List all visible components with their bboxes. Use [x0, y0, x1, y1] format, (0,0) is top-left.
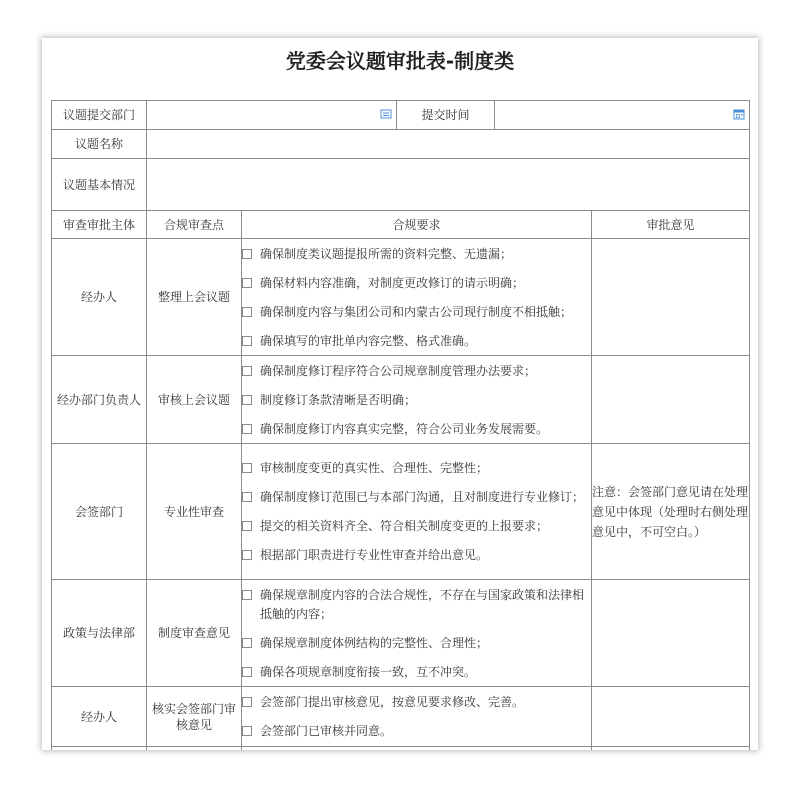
section-checkpoint: 整理上会议题: [147, 239, 242, 356]
next-row-cell: [147, 747, 242, 751]
checkbox[interactable]: [242, 336, 252, 346]
requirement-text: 制度修订条款清晰是否明确；: [260, 392, 417, 407]
section-row: [52, 356, 750, 444]
requirement-text: 确保制度内容与集团公司和内蒙古公司现行制度不相抵触；: [260, 304, 573, 319]
approval-table: [51, 100, 750, 750]
header-checkpoint: 合规审查点: [147, 211, 242, 239]
next-row-cell: [592, 747, 750, 751]
requirement-item[interactable]: [242, 586, 591, 624]
submit-dept-field[interactable]: [147, 101, 397, 130]
submit-dept-label: 议题提交部门: [52, 101, 147, 130]
section-subject: 经办部门负责人: [52, 356, 147, 444]
topic-basic-label: 议题基本情况: [52, 159, 147, 211]
opinion-field[interactable]: [592, 356, 750, 444]
section-row: [52, 444, 750, 580]
checkbox[interactable]: [242, 638, 252, 648]
checkbox[interactable]: [242, 278, 252, 288]
section-subject: 会签部门: [52, 444, 147, 580]
requirement-item[interactable]: [242, 391, 591, 410]
checkbox[interactable]: [242, 667, 252, 677]
opinion-field[interactable]: [592, 239, 750, 356]
submit-time-label: 提交时间: [397, 101, 495, 130]
topic-name-field[interactable]: [147, 130, 750, 159]
requirement-list: [242, 239, 592, 356]
requirement-item[interactable]: [242, 245, 591, 264]
requirement-text: 审核制度变更的真实性、合理性、完整性；: [260, 461, 489, 475]
checkbox[interactable]: [242, 492, 252, 502]
checkbox[interactable]: [242, 521, 252, 531]
checkbox[interactable]: [242, 249, 252, 259]
checkbox[interactable]: [242, 550, 252, 560]
requirement-item[interactable]: [242, 663, 591, 682]
requirement-text: 会签部门提出审核意见，按意见要求修改、完善。: [260, 695, 525, 709]
picker-icon[interactable]: [380, 108, 392, 120]
requirement-item[interactable]: [242, 332, 591, 351]
section-subject: 经办人: [52, 239, 147, 356]
requirement-item[interactable]: [242, 362, 591, 381]
requirement-text: 确保制度修订内容真实完整，符合公司业务发展需要。: [260, 421, 549, 436]
submit-time-field[interactable]: [495, 101, 750, 130]
header-subject: 审查审批主体: [52, 211, 147, 239]
checkbox[interactable]: [242, 366, 252, 376]
requirement-list: [242, 444, 592, 580]
requirement-item[interactable]: [242, 459, 591, 478]
requirement-item[interactable]: [242, 488, 591, 507]
requirement-text: 确保填写的审批单内容完整、格式准确。: [260, 333, 477, 348]
requirement-text: 确保规章制度内容的合法合规性，不存在与国家政策和法律相抵触的内容；: [260, 587, 585, 621]
requirement-item[interactable]: [242, 420, 591, 439]
form-title: 党委会议题审批表-制度类: [285, 49, 515, 73]
requirement-text: 确保规章制度体例结构的完整性、合理性；: [260, 635, 489, 650]
checkbox[interactable]: [242, 590, 252, 600]
approval-form-sheet: [42, 38, 758, 750]
requirement-list: [242, 356, 592, 444]
requirement-text: 提交的相关资料齐全、符合相关制度变更的上报要求；: [260, 519, 549, 533]
header-opinion: 审批意见: [592, 211, 750, 239]
section-checkpoint: 核实会签部门审核意见: [147, 687, 242, 747]
section-row: [52, 580, 750, 687]
requirement-item[interactable]: [242, 693, 591, 712]
requirement-text: 确保制度修订范围已与本部门沟通，且对制度进行专业修订；: [260, 490, 585, 504]
section-row: [52, 687, 750, 747]
requirement-item[interactable]: [242, 546, 591, 565]
opinion-field[interactable]: [592, 580, 750, 687]
checkbox[interactable]: [242, 697, 252, 707]
requirement-item[interactable]: [242, 303, 591, 322]
section-checkpoint: 审核上会议题: [147, 356, 242, 444]
requirement-text: 根据部门职责进行专业性审查并给出意见。: [260, 548, 489, 562]
requirement-text: 会签部门已审核并同意。: [260, 724, 393, 738]
requirement-text: 确保制度修订程序符合公司规章制度管理办法要求；: [260, 363, 537, 378]
requirement-list: [242, 580, 592, 687]
section-subject: 经办人: [52, 687, 147, 747]
requirement-item[interactable]: [242, 722, 591, 741]
header-requirement: 合规要求: [242, 211, 592, 239]
topic-basic-field[interactable]: [147, 159, 750, 211]
calendar-icon[interactable]: [733, 108, 745, 120]
requirement-text: 确保材料内容准确，对制度更改修订的请示明确；: [260, 275, 525, 290]
checkbox[interactable]: [242, 395, 252, 405]
checkbox[interactable]: [242, 463, 252, 473]
checkbox[interactable]: [242, 424, 252, 434]
topic-name-label: 议题名称: [52, 130, 147, 159]
section-checkpoint: 专业性审查: [147, 444, 242, 580]
opinion-note[interactable]: 注意：会签部门意见请在处理意见中体现（处理时右侧处理意见中，不可空白。）: [592, 444, 750, 580]
requirement-text: 确保制度类议题提报所需的资料完整、无遗漏；: [260, 246, 513, 261]
checkbox[interactable]: [242, 307, 252, 317]
requirement-text: 确保各项规章制度衔接一致，互不冲突。: [260, 664, 477, 679]
section-subject: 政策与法律部: [52, 580, 147, 687]
requirement-item[interactable]: [242, 274, 591, 293]
checkbox[interactable]: [242, 726, 252, 736]
requirement-list: [242, 687, 592, 747]
next-row-cell: [242, 747, 592, 751]
section-checkpoint: 制度审查意见: [147, 580, 242, 687]
opinion-field[interactable]: [592, 687, 750, 747]
next-row-cell: [52, 747, 147, 751]
requirement-item[interactable]: [242, 517, 591, 536]
requirement-item[interactable]: [242, 634, 591, 653]
section-row: [52, 239, 750, 356]
